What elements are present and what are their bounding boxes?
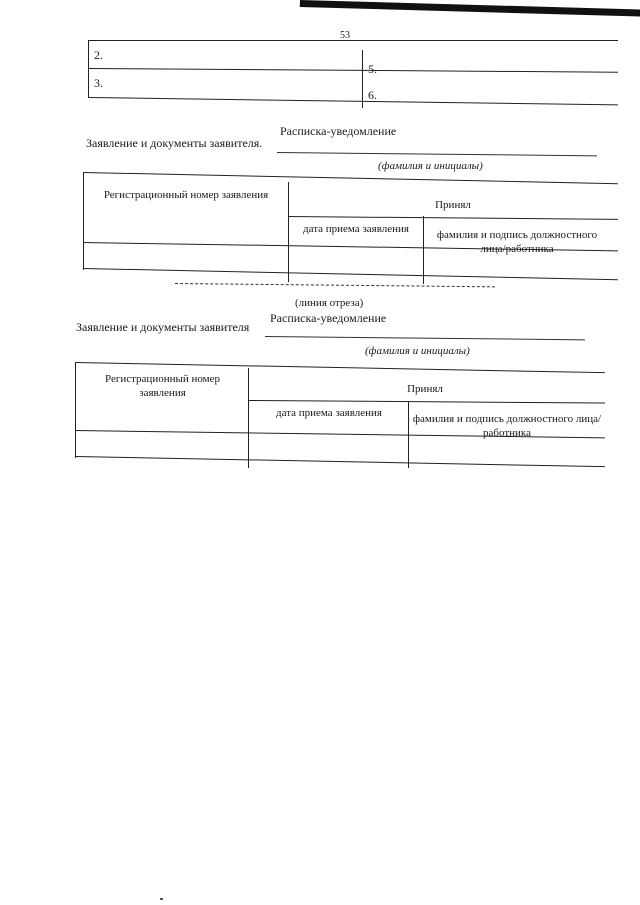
list-item: 5.: [368, 62, 377, 76]
column-header-signature: фамилия и подпись должностного лица/работника: [436, 229, 598, 255]
name-hint: (фамилия и инициалы): [378, 160, 483, 172]
column-header-registration: Регистрационный номер заявления: [104, 373, 221, 399]
list-item: 6.: [368, 88, 377, 102]
column-header-accepted: Принял: [407, 383, 443, 395]
table-border-left: [83, 172, 84, 270]
column-header-signature: фамилия и подпись должностного лица/работника: [412, 413, 602, 439]
table-border-bottom: [75, 456, 605, 467]
scan-edge-mark: [300, 0, 640, 17]
column-header-date: дата приема заявления: [303, 223, 409, 235]
table-border-bottom: [88, 97, 618, 105]
table-column-divider: [423, 216, 424, 284]
table-border-top: [88, 40, 618, 41]
receipt-table: [75, 362, 605, 472]
column-header-registration: Регистрационный номер заявления: [103, 189, 269, 201]
table-column-divider: [288, 182, 289, 282]
table-column-divider: [248, 368, 249, 468]
table-border-left: [75, 362, 76, 458]
column-header-date: дата приема заявления: [276, 407, 382, 419]
table-column-divider: [408, 402, 409, 468]
cut-line: [175, 283, 495, 287]
table-border-left: [88, 40, 89, 98]
table-border-top: [83, 172, 618, 184]
applicant-label: Заявление и документы заявителя: [76, 320, 250, 334]
table-header-divider: [248, 400, 605, 403]
cut-line-label: (линия отреза): [295, 297, 364, 309]
receipt-table: [83, 172, 618, 272]
receipt-title: Расписка-уведомление: [280, 124, 397, 138]
table-column-divider: [362, 50, 363, 108]
applicant-label: Заявление и документы заявителя.: [86, 136, 263, 150]
list-item: 2.: [94, 48, 103, 62]
applicant-name-field[interactable]: [277, 152, 597, 156]
scan-speck: [160, 898, 163, 900]
page-number: 53: [340, 30, 350, 41]
applicant-name-field[interactable]: [265, 336, 585, 340]
numbered-list-table: [88, 40, 618, 110]
receipt-title: Расписка-уведомление: [270, 311, 387, 325]
table-row-divider: [88, 68, 618, 73]
column-header-accepted: Принял: [435, 199, 471, 211]
table-border-bottom: [83, 268, 618, 280]
list-item: 3.: [94, 76, 103, 90]
table-header-divider: [288, 216, 618, 220]
name-hint: (фамилия и инициалы): [365, 345, 470, 357]
